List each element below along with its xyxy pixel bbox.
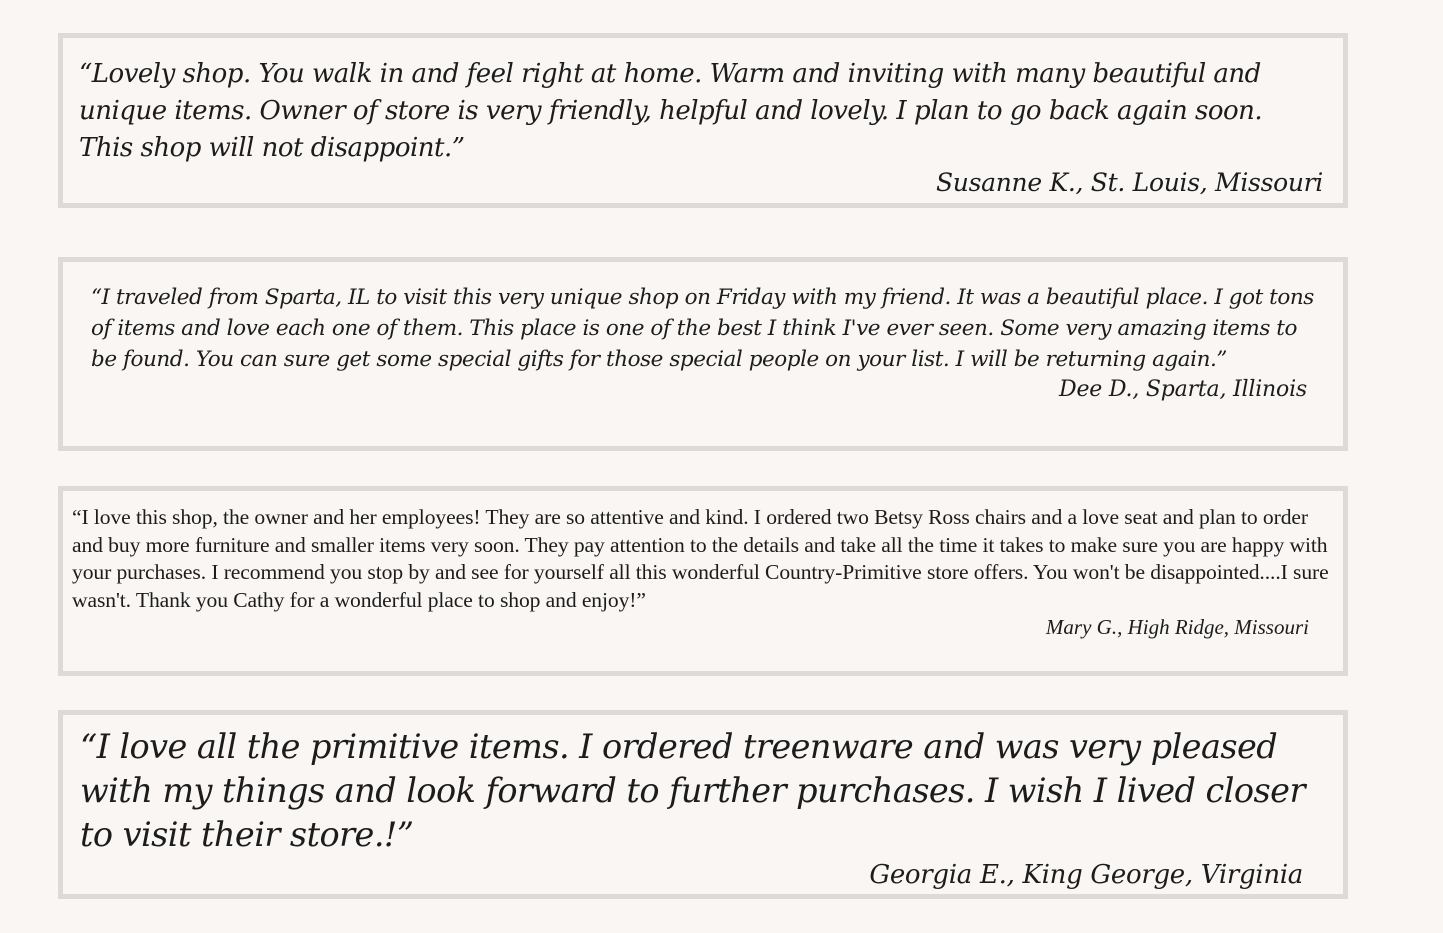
testimonial-quote: “Lovely shop. You walk in and feel right at home. Warm and inviting with many beautiful and unique items. Owner of store is very friendly, helpful and lovely. I plan to go back again soon. This shop will not disappoint.” xyxy=(79,59,1263,163)
testimonial-quote: “I love all the primitive items. I ordered treenware and was very pleased with my things and look forward to further purchases. I wish I lived closer to visit their store.!” xyxy=(80,727,1305,854)
testimonial-author: Susanne K., St. Louis, Missouri xyxy=(935,168,1323,197)
testimonial-card xyxy=(58,257,1348,451)
testimonial-author: Georgia E., King George, Virginia xyxy=(869,860,1303,890)
testimonial-card xyxy=(58,486,1348,676)
testimonial-card xyxy=(58,33,1348,208)
testimonial-author: Dee D., Sparta, Illinois xyxy=(1059,377,1307,402)
testimonial-quote: “I love this shop, the owner and her employees! They are so attentive and kind. I ordered two Betsy Ross chairs and a love seat and plan to order and buy more furniture and smaller items very soon. They pay attention to the details and take all the time it takes to make sure you are happy with your purchases. I recommend you stop by and see for yourself all this wonderful Country-Primitive store offers. You won't be disappointed....I sure wasn't. Thank you Cathy for a wonderful place to shop and enjoy!” xyxy=(72,505,1329,612)
testimonial-quote: “I traveled from Sparta, IL to visit this very unique shop on Friday with my friend. It was a beautiful place. I got tons of items and love each one of them. This place is one of the best I think I've ever seen. Some very amazing items to be found. You can sure get some special gifts for those special people on your list. I will be returning again.” xyxy=(91,285,1314,372)
testimonial-author: Mary G., High Ridge, Missouri xyxy=(1045,615,1309,639)
testimonial-card xyxy=(58,710,1348,899)
